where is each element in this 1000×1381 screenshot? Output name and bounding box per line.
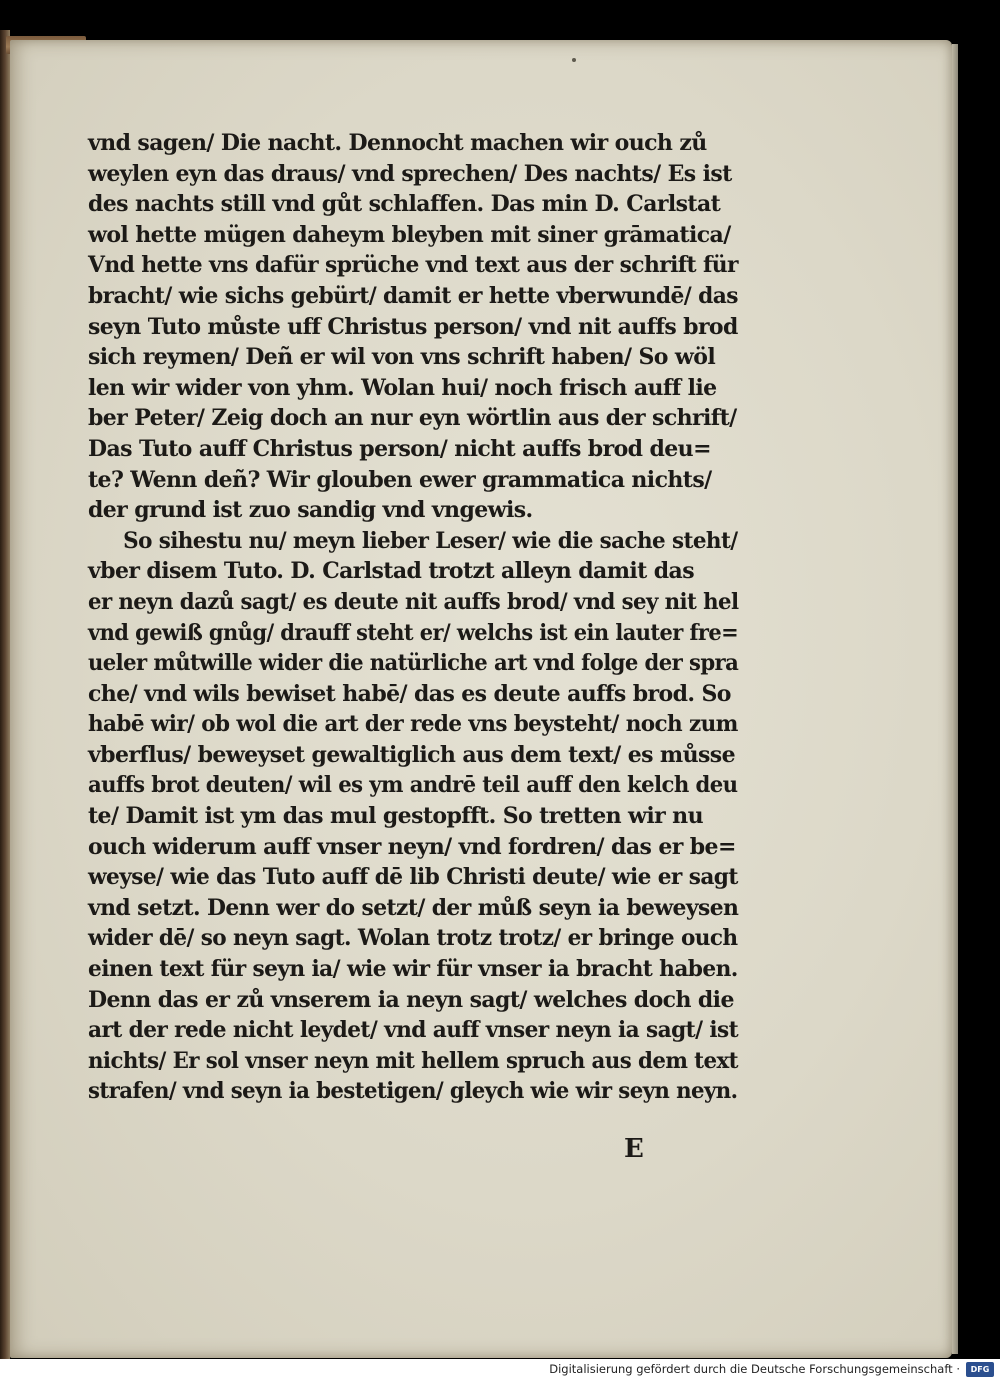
dfg-logo-icon: DFG [966,1362,994,1377]
text-line: te? Wenn deñ? Wir glouben ewer grammatica nichts/ [88,466,712,493]
page-text [88,128,738,1107]
text-line: der grund ist zuo sandig vnd vngewis. [88,497,533,524]
text-line: einen text für seyn ia/ wie wir für vnser ia bracht haben. [88,956,738,983]
text-line: vnd setzt. Denn wer do setzt/ der můß seyn ia beweysen [88,894,739,921]
credit-footer [0,1359,1000,1381]
page-edge [952,44,958,1354]
text-line: des nachts still vnd gůt schlaffen. Das min D. Carlstat [88,191,721,218]
paper-speck [572,58,576,62]
text-line: seyn Tuto můste uff Christus person/ vnd nit auffs brod [88,313,738,340]
credit-text: Digitalisierung gefördert durch die Deutsche Forschungsgemeinschaft · [549,1362,960,1376]
text-line: che/ vnd wils bewiset habē/ das es deute auffs brod. So [88,680,731,707]
text-line: strafen/ vnd seyn ia bestetigen/ gleych wie wir seyn neyn. [88,1078,738,1105]
text-line: vber disem Tuto. D. Carlstad trotzt alleyn damit das [88,558,694,585]
text-line: auffs brot deuten/ wil es ym andrē teil auff den kelch deu [88,772,738,799]
text-line: wol hette mügen daheym bleyben mit siner grāmatica/ [88,221,731,248]
text-line: vnd gewiß gnůg/ drauff steht er/ welchs ist ein lauter fre= [88,619,739,646]
text-line: Das Tuto auff Christus person/ nicht auffs brod deu= [88,435,711,462]
text-line: ouch widerum auff vnser neyn/ vnd fordren/ das er be= [88,833,736,860]
text-line: So sihestu nu/ meyn lieber Leser/ wie die sache steht/ [123,527,738,554]
text-line: vberflus/ beweyset gewaltiglich aus dem text/ es můsse [88,741,735,768]
text-line: er neyn dazů sagt/ es deute nit auffs brod/ vnd sey nit hel [88,588,739,615]
text-line: Vnd hette vns dafür sprüche vnd text aus der schrift für [88,252,738,279]
text-line: art der rede nicht leydet/ vnd auff vnser neyn ia sagt/ ist [88,1017,739,1044]
text-line: te/ Damit ist ym das mul gestopfft. So tretten wir nu [88,803,703,830]
text-line: Denn das er zů vnserem ia neyn sagt/ welches doch die [88,986,734,1013]
text-line: weylen eyn das draus/ vnd sprechen/ Des nachts/ Es ist [88,160,732,187]
text-line: weyse/ wie das Tuto auff dē lib Christi deute/ wie er sagt [88,864,738,891]
text-line: bracht/ wie sichs gebürt/ damit er hette vberwundē/ das [88,282,738,309]
text-line: len wir wider von yhm. Wolan hui/ noch frisch auff lie [88,374,717,401]
catchword: E [624,1134,644,1164]
text-line: vnd sagen/ Die nacht. Dennocht machen wir ouch zů [88,130,707,156]
text-line: sich reymen/ Deñ er wil von vns schrift haben/ So wöl [88,344,716,371]
book-spine [0,30,10,1360]
text-line: habē wir/ ob wol die art der rede vns beysteht/ noch zum [88,711,738,738]
text-line: ueler můtwille wider die natürliche art vnd folge der spra [88,650,739,677]
text-line: ber Peter/ Zeig doch an nur eyn wörtlin aus der schrift/ [88,405,737,432]
text-line: nichts/ Er sol vnser neyn mit hellem spruch aus dem text [88,1047,738,1074]
book-page [10,40,952,1358]
text-line: wider dē/ so neyn sagt. Wolan trotz trotz/ er bringe ouch [88,925,738,952]
